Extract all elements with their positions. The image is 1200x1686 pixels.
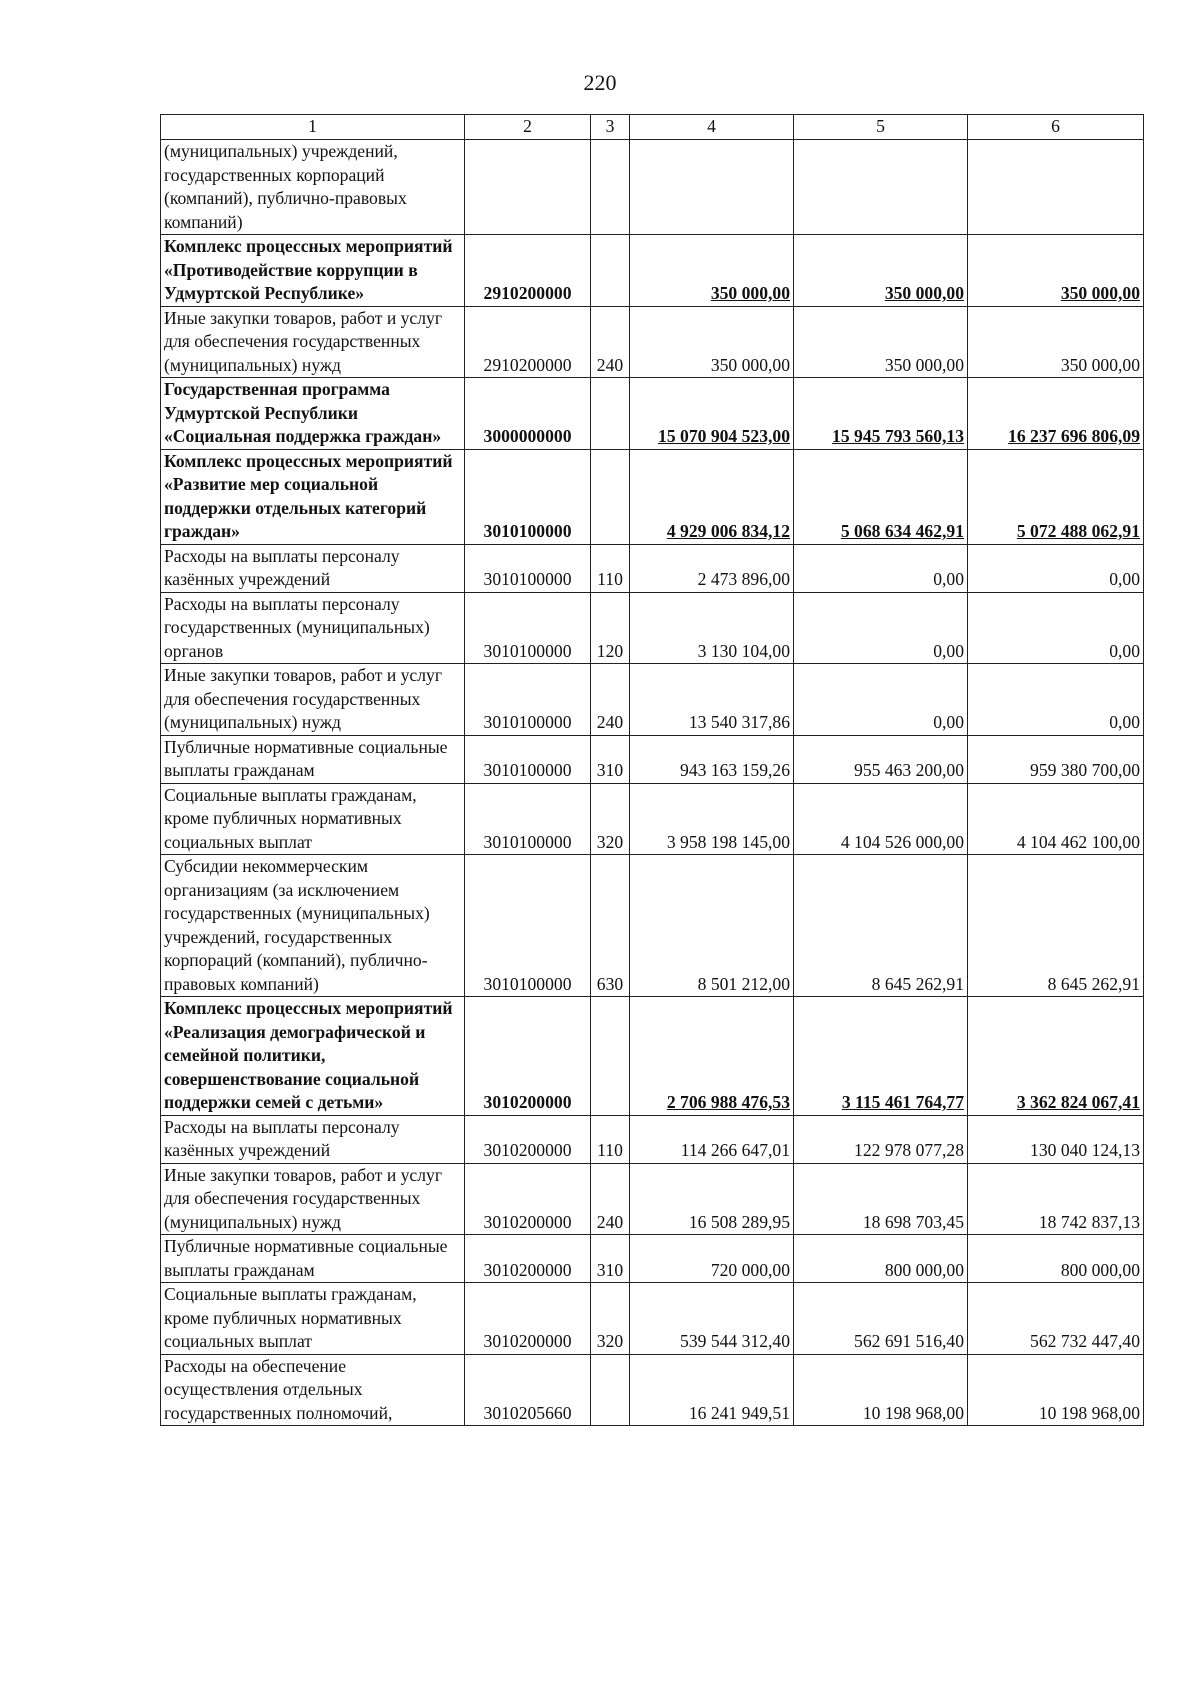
table-row bbox=[161, 664, 1144, 736]
row-expense-type-cell: 240 bbox=[591, 664, 630, 736]
row-code-cell: 3010200000 bbox=[465, 1163, 591, 1235]
row-code-cell: 3010100000 bbox=[465, 735, 591, 783]
row-amount-col4-cell: 539 544 312,40 bbox=[630, 1283, 794, 1355]
row-amount-col5-cell: 5 068 634 462,91 bbox=[794, 449, 968, 544]
row-amount-col5-cell: 350 000,00 bbox=[794, 235, 968, 307]
row-name-cell: Расходы на выплаты персоналу казённых учреждений bbox=[161, 1115, 465, 1163]
table-row bbox=[161, 1354, 1144, 1426]
table-header-row bbox=[161, 115, 1144, 140]
row-expense-type-cell: 240 bbox=[591, 1163, 630, 1235]
row-code-cell: 2910200000 bbox=[465, 235, 591, 307]
row-amount-col6-cell: 18 742 837,13 bbox=[968, 1163, 1144, 1235]
row-expense-type-cell bbox=[591, 1354, 630, 1426]
row-expense-type-cell: 320 bbox=[591, 783, 630, 855]
table-row bbox=[161, 306, 1144, 378]
row-amount-col5-cell: 18 698 703,45 bbox=[794, 1163, 968, 1235]
row-expense-type-cell: 320 bbox=[591, 1283, 630, 1355]
row-code-cell: 3010200000 bbox=[465, 1115, 591, 1163]
row-code-cell: 3010200000 bbox=[465, 1283, 591, 1355]
row-amount-col4-cell: 2 706 988 476,53 bbox=[630, 997, 794, 1116]
row-name-cell: Социальные выплаты гражданам, кроме публичных нормативных социальных выплат bbox=[161, 783, 465, 855]
row-amount-col6-cell: 130 040 124,13 bbox=[968, 1115, 1144, 1163]
row-amount-col5-cell: 10 198 968,00 bbox=[794, 1354, 968, 1426]
row-amount-col4-cell: 350 000,00 bbox=[630, 235, 794, 307]
row-expense-type-cell: 240 bbox=[591, 306, 630, 378]
row-amount-col4-cell: 16 508 289,95 bbox=[630, 1163, 794, 1235]
row-amount-col6-cell: 959 380 700,00 bbox=[968, 735, 1144, 783]
row-amount-col6-cell: 8 645 262,91 bbox=[968, 855, 1144, 997]
table-row bbox=[161, 1283, 1144, 1355]
row-amount-col4-cell: 4 929 006 834,12 bbox=[630, 449, 794, 544]
column-header-3: 3 bbox=[591, 115, 630, 140]
column-header-5: 5 bbox=[794, 115, 968, 140]
row-name-cell: Комплекс процессных мероприятий «Противодействие коррупции в Удмуртской Республике» bbox=[161, 235, 465, 307]
row-amount-col6-cell: 0,00 bbox=[968, 664, 1144, 736]
table-row-section bbox=[161, 235, 1144, 307]
row-amount-col5-cell: 8 645 262,91 bbox=[794, 855, 968, 997]
row-amount-col6-cell: 350 000,00 bbox=[968, 235, 1144, 307]
row-amount-col4-cell: 8 501 212,00 bbox=[630, 855, 794, 997]
row-code-cell bbox=[465, 140, 591, 235]
row-amount-col5-cell: 800 000,00 bbox=[794, 1235, 968, 1283]
row-amount-col6-cell: 0,00 bbox=[968, 544, 1144, 592]
row-amount-col4-cell: 350 000,00 bbox=[630, 306, 794, 378]
row-amount-col5-cell: 0,00 bbox=[794, 664, 968, 736]
budget-table bbox=[160, 114, 1144, 1426]
table-row-section bbox=[161, 997, 1144, 1116]
row-amount-col5-cell: 0,00 bbox=[794, 592, 968, 664]
row-amount-col5-cell: 3 115 461 764,77 bbox=[794, 997, 968, 1116]
row-amount-col4-cell: 2 473 896,00 bbox=[630, 544, 794, 592]
row-code-cell: 3010200000 bbox=[465, 997, 591, 1116]
row-code-cell: 3010100000 bbox=[465, 664, 591, 736]
row-amount-col4-cell: 114 266 647,01 bbox=[630, 1115, 794, 1163]
row-code-cell: 3010100000 bbox=[465, 592, 591, 664]
row-amount-col5-cell: 4 104 526 000,00 bbox=[794, 783, 968, 855]
row-name-cell: (муниципальных) учреждений, государственных корпораций (компаний), публично-правовых компаний) bbox=[161, 140, 465, 235]
table-row bbox=[161, 735, 1144, 783]
row-amount-col5-cell: 15 945 793 560,13 bbox=[794, 378, 968, 450]
row-name-cell: Социальные выплаты гражданам, кроме публичных нормативных социальных выплат bbox=[161, 1283, 465, 1355]
row-amount-col6-cell: 10 198 968,00 bbox=[968, 1354, 1144, 1426]
row-amount-col6-cell: 800 000,00 bbox=[968, 1235, 1144, 1283]
row-amount-col4-cell bbox=[630, 140, 794, 235]
row-amount-col6-cell: 4 104 462 100,00 bbox=[968, 783, 1144, 855]
row-name-cell: Субсидии некоммерческим организациям (за исключением государственных (муниципальных) учреждений, государственных корпораций (компаний), публично-правовых компаний) bbox=[161, 855, 465, 997]
row-name-cell: Комплекс процессных мероприятий «Реализация демографической и семейной политики, совершенствование социальной поддержки семей с детьми» bbox=[161, 997, 465, 1116]
row-expense-type-cell bbox=[591, 140, 630, 235]
column-header-6: 6 bbox=[968, 115, 1144, 140]
row-expense-type-cell bbox=[591, 449, 630, 544]
table-row bbox=[161, 1163, 1144, 1235]
row-expense-type-cell: 310 bbox=[591, 1235, 630, 1283]
row-name-cell: Расходы на выплаты персоналу государственных (муниципальных) органов bbox=[161, 592, 465, 664]
row-expense-type-cell: 110 bbox=[591, 1115, 630, 1163]
row-amount-col4-cell: 15 070 904 523,00 bbox=[630, 378, 794, 450]
row-expense-type-cell: 120 bbox=[591, 592, 630, 664]
column-header-4: 4 bbox=[630, 115, 794, 140]
row-amount-col5-cell: 122 978 077,28 bbox=[794, 1115, 968, 1163]
row-expense-type-cell: 630 bbox=[591, 855, 630, 997]
row-amount-col5-cell: 562 691 516,40 bbox=[794, 1283, 968, 1355]
table-row bbox=[161, 855, 1144, 997]
row-name-cell: Публичные нормативные социальные выплаты гражданам bbox=[161, 1235, 465, 1283]
row-name-cell: Иные закупки товаров, работ и услуг для обеспечения государственных (муниципальных) нужд bbox=[161, 1163, 465, 1235]
column-header-1: 1 bbox=[161, 115, 465, 140]
row-code-cell: 3010100000 bbox=[465, 544, 591, 592]
row-amount-col4-cell: 13 540 317,86 bbox=[630, 664, 794, 736]
table-row bbox=[161, 783, 1144, 855]
row-name-cell: Расходы на выплаты персоналу казённых учреждений bbox=[161, 544, 465, 592]
row-code-cell: 3000000000 bbox=[465, 378, 591, 450]
row-expense-type-cell: 310 bbox=[591, 735, 630, 783]
row-amount-col4-cell: 3 130 104,00 bbox=[630, 592, 794, 664]
row-amount-col6-cell: 0,00 bbox=[968, 592, 1144, 664]
row-amount-col4-cell: 943 163 159,26 bbox=[630, 735, 794, 783]
row-amount-col5-cell bbox=[794, 140, 968, 235]
row-amount-col4-cell: 16 241 949,51 bbox=[630, 1354, 794, 1426]
row-amount-col6-cell: 16 237 696 806,09 bbox=[968, 378, 1144, 450]
row-amount-col6-cell: 562 732 447,40 bbox=[968, 1283, 1144, 1355]
table-row bbox=[161, 544, 1144, 592]
table-row-section bbox=[161, 378, 1144, 450]
row-name-cell: Государственная программа Удмуртской Республики «Социальная поддержка граждан» bbox=[161, 378, 465, 450]
row-name-cell: Иные закупки товаров, работ и услуг для обеспечения государственных (муниципальных) нужд bbox=[161, 664, 465, 736]
table-row bbox=[161, 140, 1144, 235]
row-amount-col5-cell: 955 463 200,00 bbox=[794, 735, 968, 783]
table-row bbox=[161, 1115, 1144, 1163]
table-row-section bbox=[161, 449, 1144, 544]
row-amount-col6-cell: 3 362 824 067,41 bbox=[968, 997, 1144, 1116]
column-header-2: 2 bbox=[465, 115, 591, 140]
row-amount-col6-cell: 350 000,00 bbox=[968, 306, 1144, 378]
table-row bbox=[161, 1235, 1144, 1283]
row-code-cell: 3010205660 bbox=[465, 1354, 591, 1426]
row-expense-type-cell: 110 bbox=[591, 544, 630, 592]
row-name-cell: Расходы на обеспечение осуществления отдельных государственных полномочий, bbox=[161, 1354, 465, 1426]
row-name-cell: Иные закупки товаров, работ и услуг для обеспечения государственных (муниципальных) нужд bbox=[161, 306, 465, 378]
page-number: 220 bbox=[583, 70, 617, 95]
table-body bbox=[161, 115, 1144, 1426]
row-name-cell: Публичные нормативные социальные выплаты гражданам bbox=[161, 735, 465, 783]
row-amount-col4-cell: 3 958 198 145,00 bbox=[630, 783, 794, 855]
row-amount-col6-cell bbox=[968, 140, 1144, 235]
row-code-cell: 2910200000 bbox=[465, 306, 591, 378]
row-code-cell: 3010100000 bbox=[465, 783, 591, 855]
row-amount-col5-cell: 0,00 bbox=[794, 544, 968, 592]
row-expense-type-cell bbox=[591, 235, 630, 307]
row-code-cell: 3010100000 bbox=[465, 449, 591, 544]
table-row bbox=[161, 592, 1144, 664]
row-amount-col4-cell: 720 000,00 bbox=[630, 1235, 794, 1283]
row-code-cell: 3010100000 bbox=[465, 855, 591, 997]
row-code-cell: 3010200000 bbox=[465, 1235, 591, 1283]
row-expense-type-cell bbox=[591, 997, 630, 1116]
row-amount-col6-cell: 5 072 488 062,91 bbox=[968, 449, 1144, 544]
row-expense-type-cell bbox=[591, 378, 630, 450]
row-name-cell: Комплекс процессных мероприятий «Развитие мер социальной поддержки отдельных категорий граждан» bbox=[161, 449, 465, 544]
row-amount-col5-cell: 350 000,00 bbox=[794, 306, 968, 378]
